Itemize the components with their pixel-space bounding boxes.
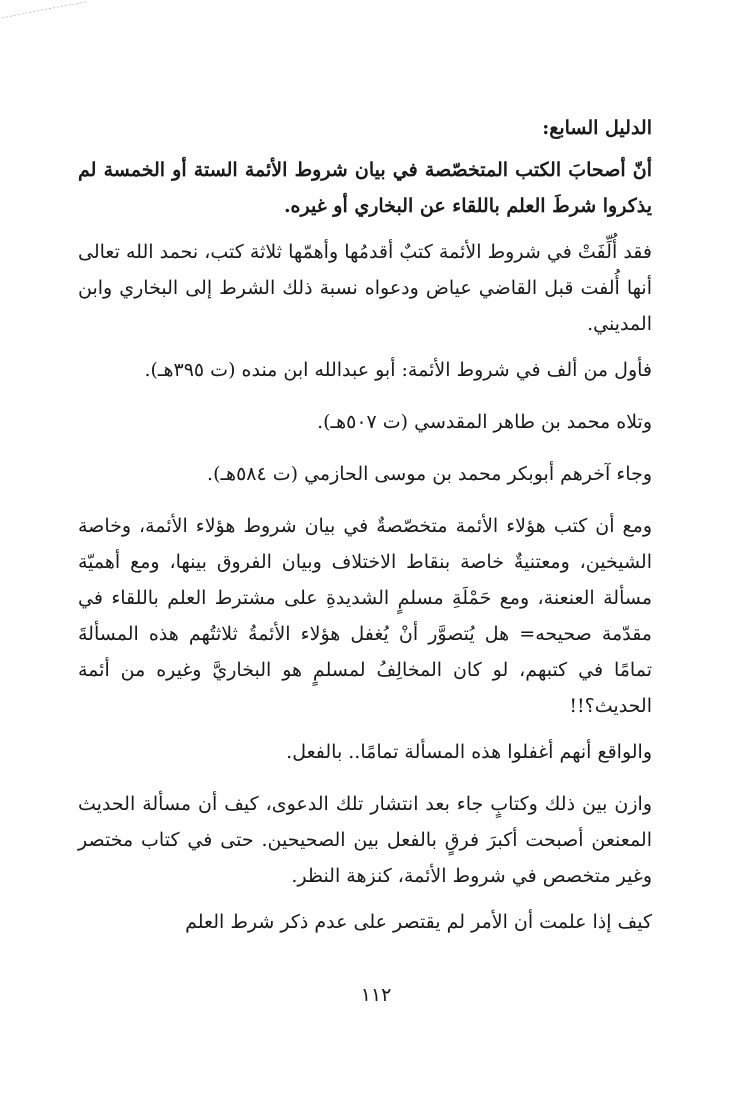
page-corner-scan-mark	[0, 0, 90, 22]
paragraph-reality: والواقع أنهم أغفلوا هذه المسألة تمامًا.. بالفعل.	[286, 741, 652, 763]
paragraph-al-hazimi: وجاء آخرهم أبوبكر محمد بن موسى الحازمي (ت ٥٨٤هـ).	[207, 463, 652, 485]
section-heading: الدليل السابع:	[542, 117, 652, 139]
paragraph-al-maqdisi: وتلاه محمد بن طاهر المقدسي (ت ٥٠٧هـ).	[317, 411, 652, 433]
claim-statement: أنّ أصحابَ الكتب المتخصّصة في بيان شروط الأئمة الستة أو الخمسة لم يذكروا شرطَ العلم باللقاء عن البخاري أو غيره.	[78, 159, 652, 217]
paragraph-ibn-mandah: فأول من ألف في شروط الأئمة: أبو عبدالله ابن منده (ت ٣٩٥هـ).	[144, 359, 652, 381]
page-number: ١١٢	[360, 984, 392, 1006]
paragraph-intro: فقد أُلِّفَتْ في شروط الأئمة كتبٌ أقدمُها وأهمّها ثلاثة كتب، نحمد الله تعالى أنها أُلفت قبل القاضي عياض ودعواه نسبة ذلك الشرط إلى البخاري وابن المديني.	[78, 241, 652, 335]
page-body	[78, 110, 652, 950]
paragraph-comparison: وازن بين ذلك وكتابٍ جاء بعد انتشار تلك الدعوى، كيف أن مسألة الحديث المعنعن أصبحت أكبرَ فرقٍ بالفعل بين الصحيحين. حتى في كتاب مختصر وغير متخصص في شروط الأئمة، كنزهة النظر.	[78, 793, 652, 887]
paragraph-continuation: كيف إذا علمت أن الأمر لم يقتصر على عدم ذكر شرط العلم	[185, 911, 652, 933]
paragraph-argument: ومع أن كتب هؤلاء الأئمة متخصّصةٌ في بيان شروط هؤلاء الأئمة، وخاصة الشيخين، ومعتنيةٌ خاصة بنقاط الاختلاف وبيان الفروق بينها، ومع أهميّة مسألة العنعنة، ومع حَمْلَةِ مسلمٍ الشديدةِ على مشترط العلم باللقاء في مقدّمة صحيحه= هل يُتصوَّر أنْ يُغفل هؤلاء الأئمةُ ثلاثتُهم هذه المسألةَ تمامًا في كتبهم، لو كان المخالِفُ لمسلمٍ هو البخاريَّ وغيره من أئمة الحديث؟!!	[78, 515, 652, 717]
